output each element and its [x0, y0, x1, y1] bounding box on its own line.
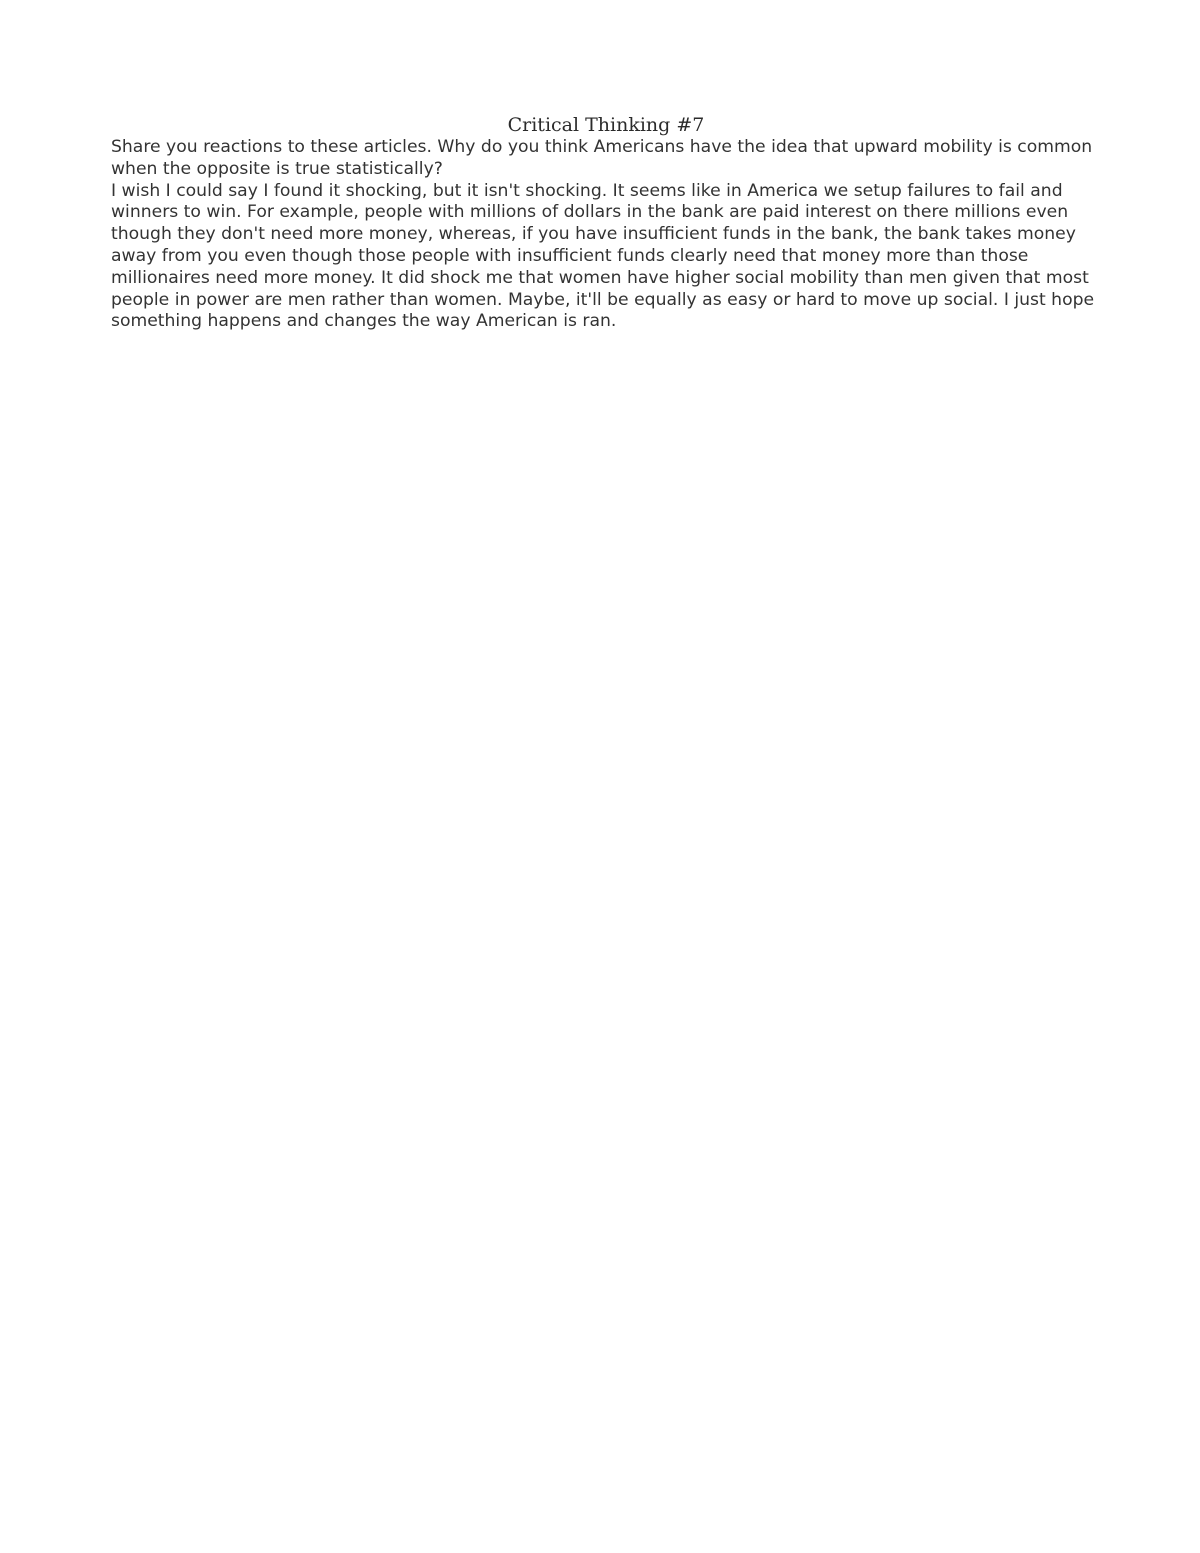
document-body: [111, 113, 1101, 333]
assignment-prompt: Share you reactions to these articles. Why do you think Americans have the idea that upward mobility is common when the opposite is true statistically?: [111, 137, 1093, 179]
document-title: Critical Thinking #7: [507, 114, 705, 136]
student-response: I wish I could say I found it shocking, but it isn't shocking. It seems like in America we setup failures to fail and winners to win. For example, people with millions of dollars in the bank are paid interest on there millions even though they don't need more money, whereas, if you have insufficient funds in the bank, the bank takes money away from you even though those people with insufficient funds clearly need that money more than those millionaires need more money. It did shock me that women have higher social mobility than men given that most people in power are men rather than women. Maybe, it'll be equally as easy or hard to move up social. I just hope something happens and changes the way American is ran.: [111, 180, 1095, 332]
